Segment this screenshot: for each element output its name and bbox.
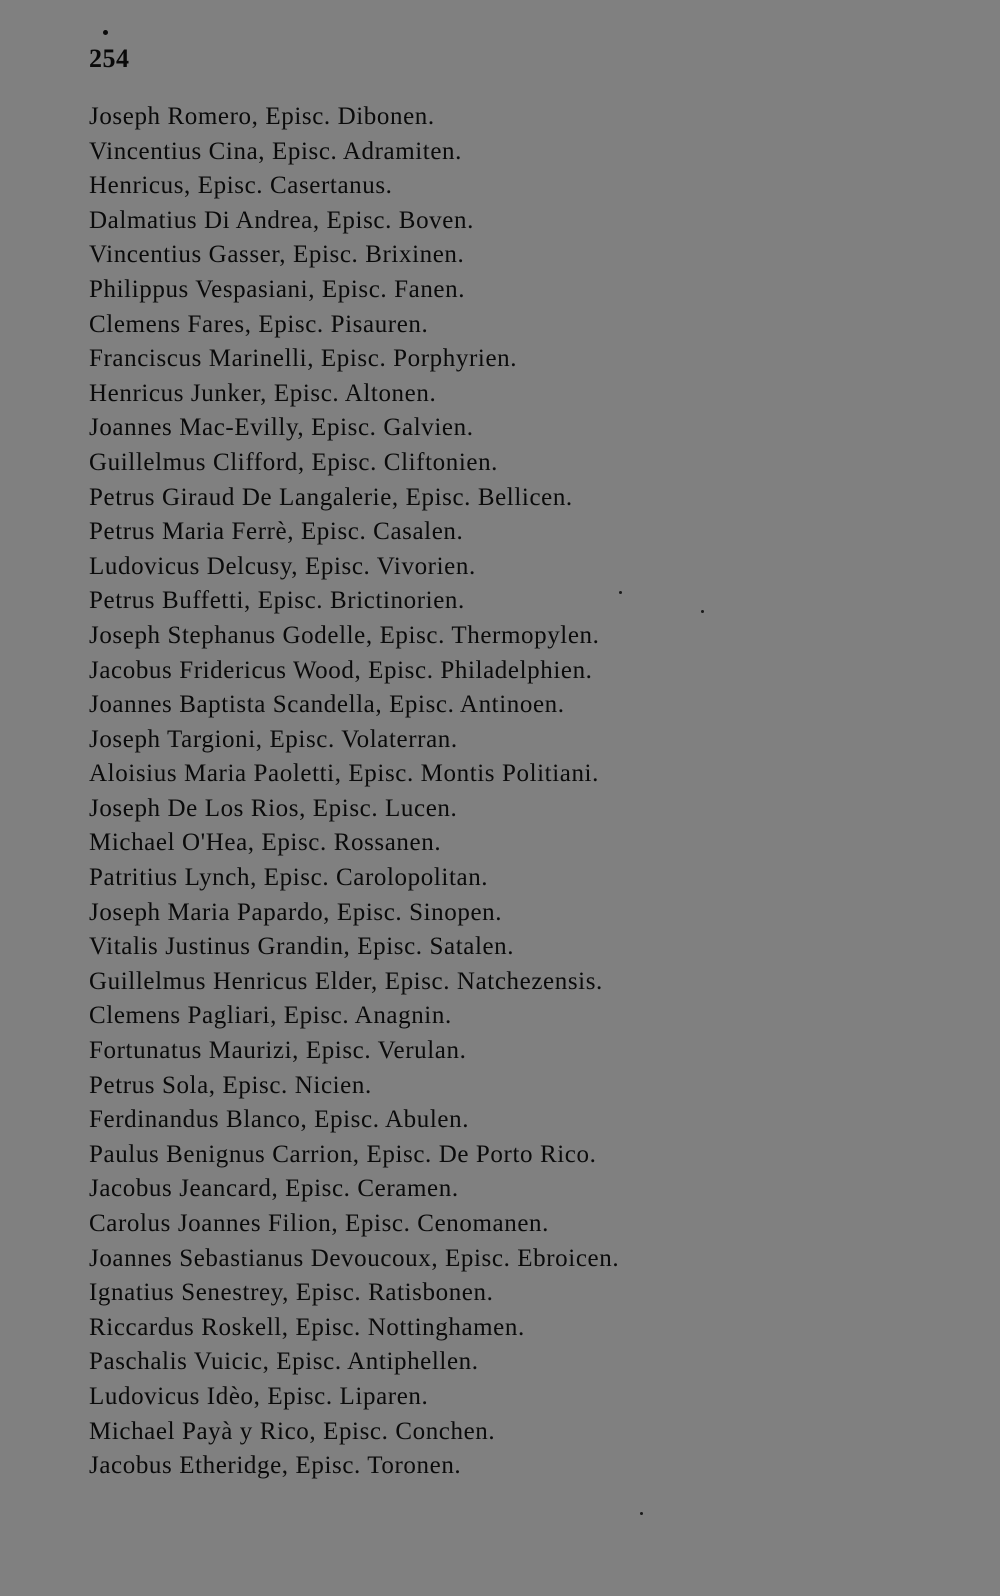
list-item: Henricus Junker, Episc. Altonen.	[89, 379, 437, 407]
list-item: Petrus Sola, Episc. Nicien.	[89, 1071, 372, 1099]
list-item: Clemens Pagliari, Episc. Anagnin.	[89, 1002, 452, 1030]
list-item: Aloisius Maria Paoletti, Episc. Montis Politiani.	[89, 760, 599, 788]
ink-dot	[103, 30, 108, 35]
page-number: 254	[89, 44, 130, 73]
list-item: Michael Payà y Rico, Episc. Conchen.	[89, 1417, 496, 1445]
list-item: Vincentius Gasser, Episc. Brixinen.	[89, 241, 465, 269]
list-item: Ferdinandus Blanco, Episc. Abulen.	[89, 1106, 470, 1134]
list-item: Petrus Giraud De Langalerie, Episc. Bellicen.	[89, 483, 573, 511]
ink-speck	[701, 610, 704, 613]
list-item: Vitalis Justinus Grandin, Episc. Satalen.	[89, 933, 515, 961]
list-item: Joannes Baptista Scandella, Episc. Antinoen.	[89, 691, 565, 719]
list-item: Carolus Joannes Filion, Episc. Cenomanen.	[89, 1210, 549, 1237]
list-item: Jacobus Jeancard, Episc. Ceramen.	[89, 1175, 459, 1203]
list-item: Jacobus Etheridge, Episc. Toronen.	[89, 1452, 462, 1480]
list-item: Patritius Lynch, Episc. Carolopolitan.	[89, 864, 489, 892]
list-item: Riccardus Roskell, Episc. Nottinghamen.	[89, 1313, 525, 1341]
list-item: Henricus, Episc. Casertanus.	[89, 172, 393, 200]
list-item: Guillelmus Clifford, Episc. Cliftonien.	[89, 448, 499, 476]
list-item: Petrus Buffetti, Episc. Brictinorien.	[89, 587, 465, 615]
list-item: Ludovicus Delcusy, Episc. Vivorien.	[89, 552, 476, 580]
list-item: Joseph De Los Rios, Episc. Lucen.	[89, 794, 458, 822]
bishop-list	[89, 100, 619, 1484]
ink-speck	[619, 591, 622, 594]
list-item: Franciscus Marinelli, Episc. Porphyrien.	[89, 345, 518, 373]
list-item: Jacobus Fridericus Wood, Episc. Philadelphien.	[89, 656, 593, 684]
list-item: Philippus Vespasiani, Episc. Fanen.	[89, 275, 466, 303]
list-item: Joseph Stephanus Godelle, Episc. Thermopylen.	[89, 621, 600, 649]
list-item: Ignatius Senestrey, Episc. Ratisbonen.	[89, 1279, 494, 1307]
list-item: Joseph Maria Papardo, Episc. Sinopen.	[89, 898, 503, 926]
list-item: Clemens Fares, Episc. Pisauren.	[89, 310, 429, 338]
list-item: Michael O'Hea, Episc. Rossanen.	[89, 829, 442, 857]
list-item: Joseph Targioni, Episc. Volaterran.	[89, 725, 458, 753]
list-item: Petrus Maria Ferrè, Episc. Casalen.	[89, 518, 464, 546]
list-item: Fortunatus Maurizi, Episc. Verulan.	[89, 1037, 467, 1065]
list-item: Joseph Romero, Episc. Dibonen.	[89, 103, 435, 130]
list-item: Vincentius Cina, Episc. Adramiten.	[89, 137, 462, 165]
list-item: Ludovicus Idèo, Episc. Liparen.	[89, 1382, 429, 1410]
list-item: Dalmatius Di Andrea, Episc. Boven.	[89, 206, 474, 234]
list-item: Joannes Sebastianus Devoucoux, Episc. Ebroicen.	[89, 1244, 620, 1272]
list-item: Guillelmus Henricus Elder, Episc. Natchezensis.	[89, 967, 603, 995]
list-item: Joannes Mac-Evilly, Episc. Galvien.	[89, 414, 474, 442]
ink-speck	[640, 1512, 643, 1515]
list-item: Paulus Benignus Carrion, Episc. De Porto Rico.	[89, 1140, 597, 1168]
list-item: Paschalis Vuicic, Episc. Antiphellen.	[89, 1348, 479, 1376]
